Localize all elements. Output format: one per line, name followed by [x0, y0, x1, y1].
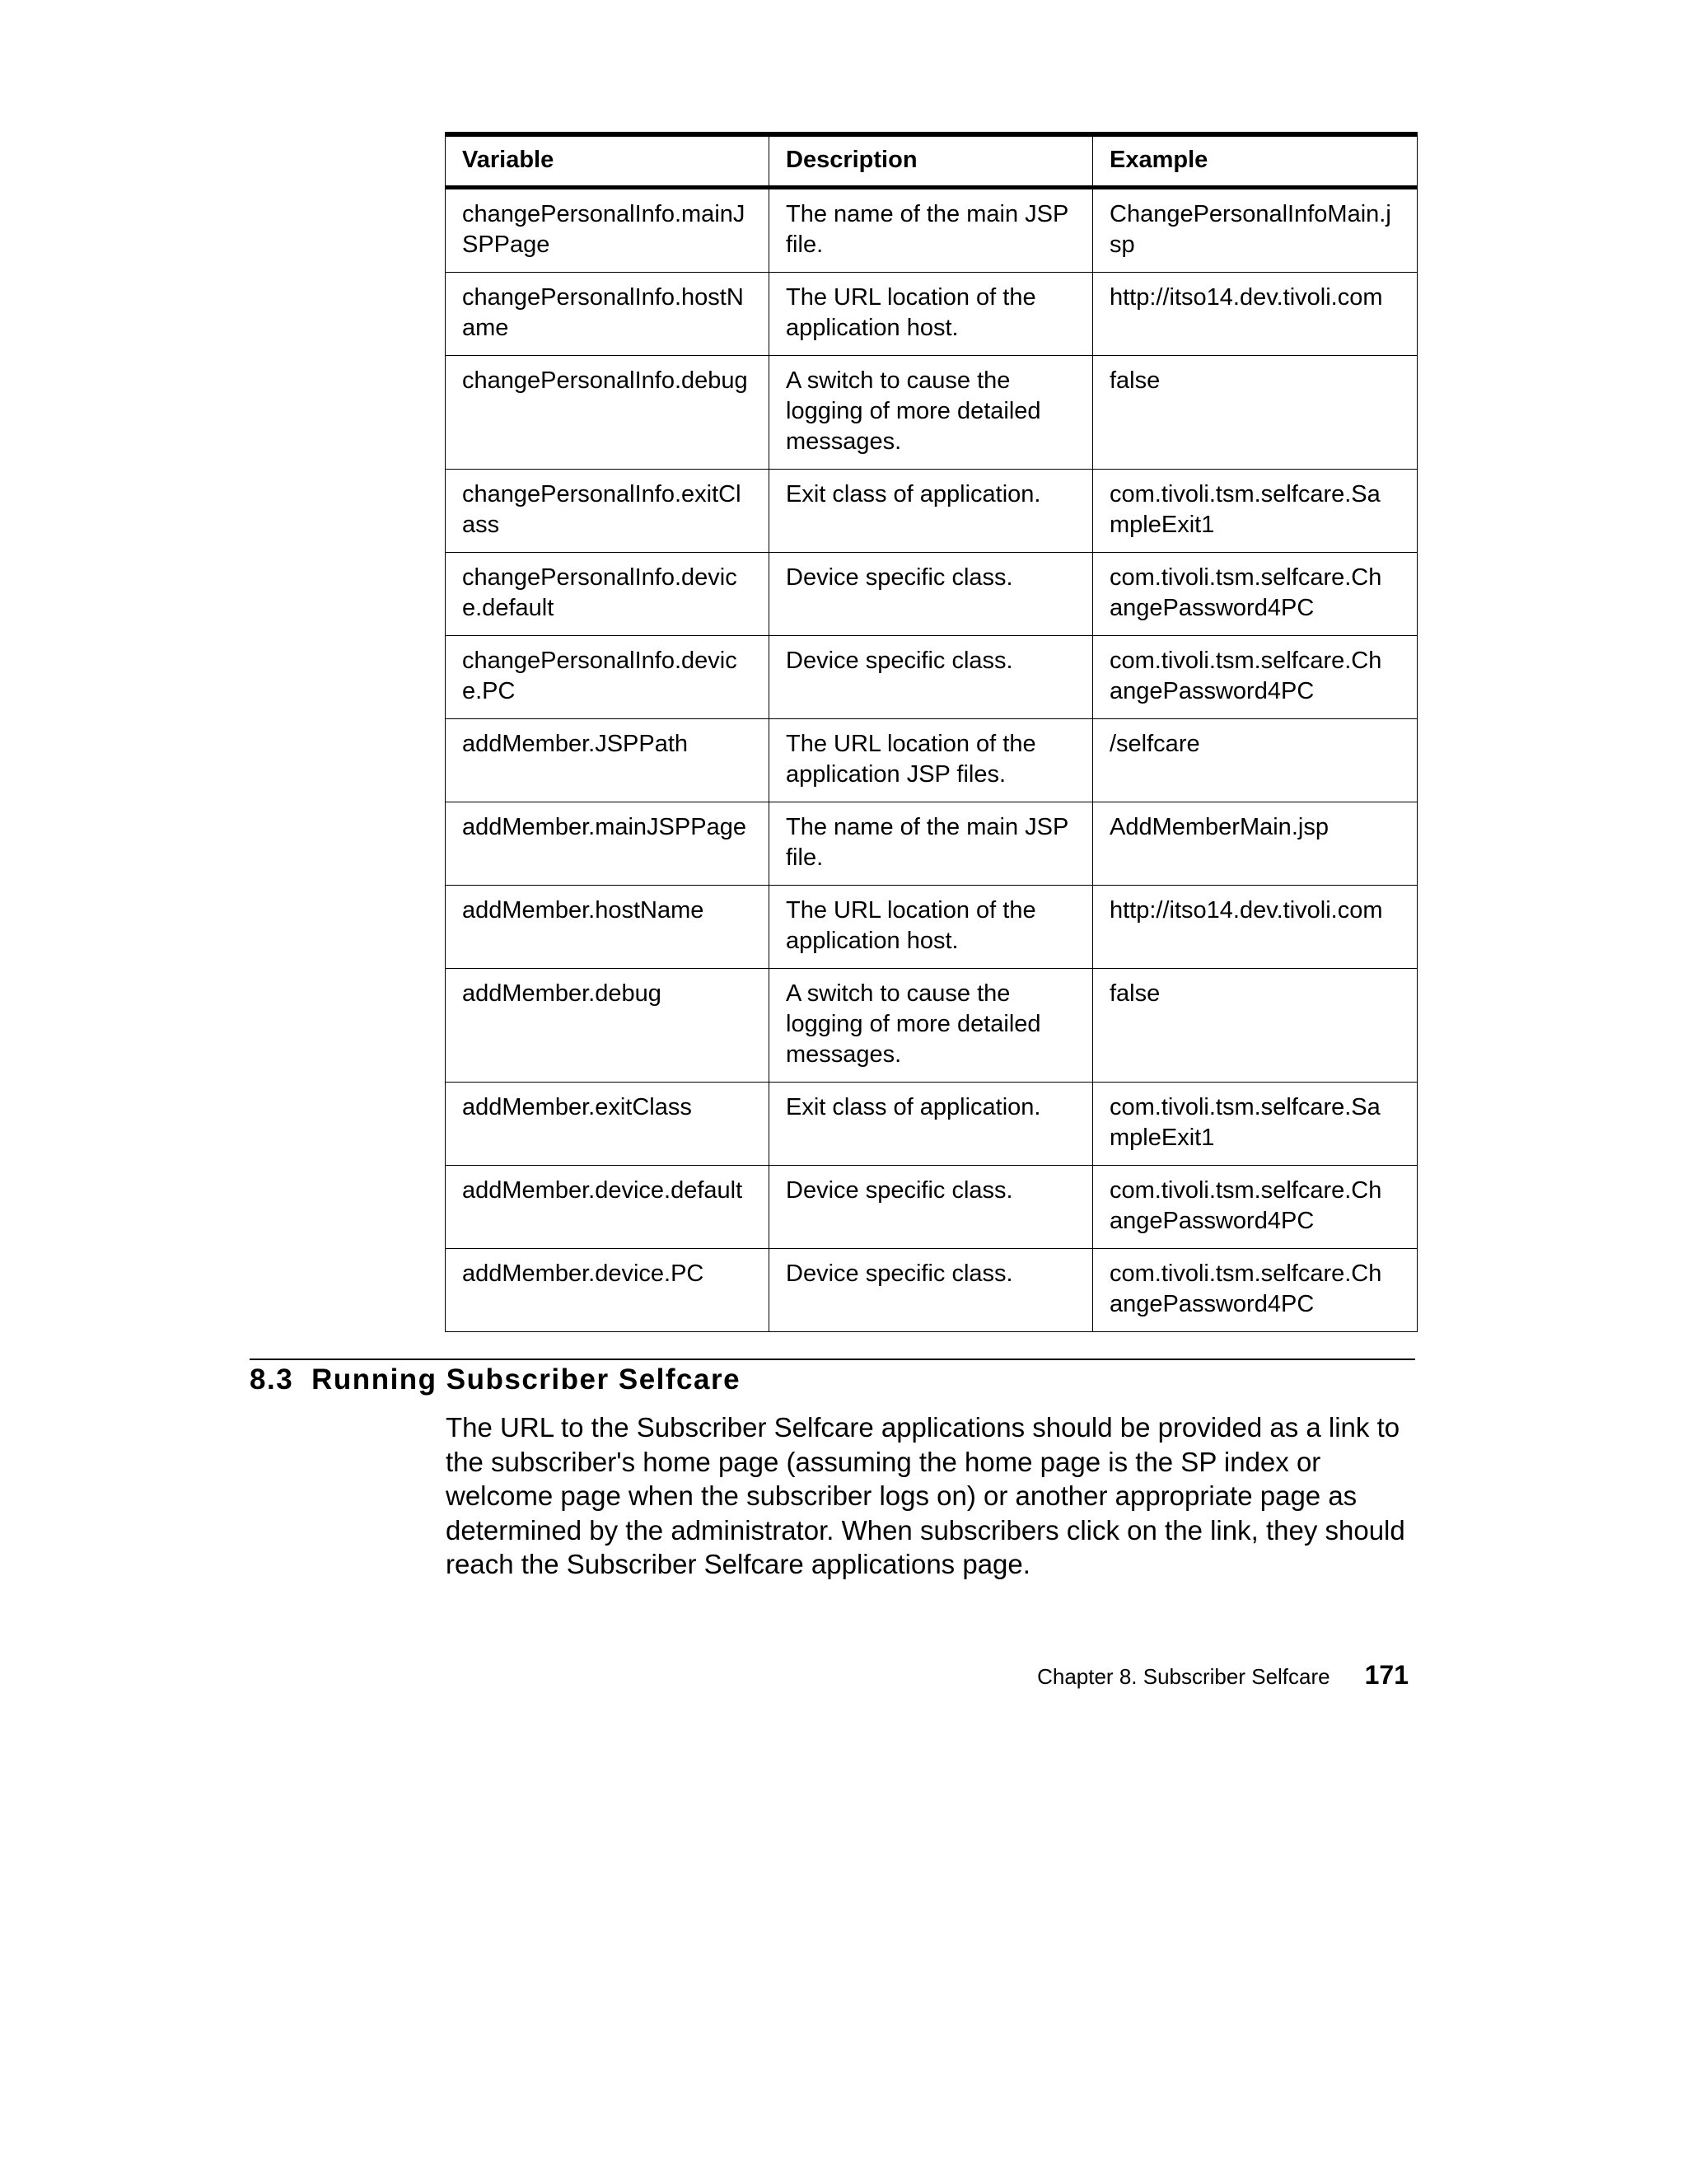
section-number: 8.3	[250, 1363, 294, 1396]
cell-example: com.tivoli.tsm.selfcare.Sa mpleExit1	[1093, 470, 1418, 553]
table-row	[446, 273, 1418, 356]
cell-description: Device specific class.	[769, 553, 1093, 636]
variables-table	[445, 132, 1418, 1332]
cell-variable: changePersonalInfo.mainJ SPPage	[446, 188, 769, 273]
footer-chapter: Chapter 8. Subscriber Selfcare	[1037, 1664, 1330, 1689]
cell-description: The URL location of the application JSP files.	[769, 719, 1093, 802]
cell-description: The URL location of the application host.	[769, 273, 1093, 356]
cell-example: false	[1093, 969, 1418, 1083]
cell-example: /selfcare	[1093, 719, 1418, 802]
cell-example: ChangePersonalInfoMain.j sp	[1093, 188, 1418, 273]
cell-description: A switch to cause the logging of more detailed messages.	[769, 969, 1093, 1083]
cell-example: false	[1093, 356, 1418, 470]
cell-description: A switch to cause the logging of more detailed messages.	[769, 356, 1093, 470]
cell-example: http://itso14.dev.tivoli.com	[1093, 886, 1418, 969]
table-row	[446, 719, 1418, 802]
section-paragraph: The URL to the Subscriber Selfcare applications should be provided as a link to the subscriber's home page (assuming the home page is the SP index or welcome page when the subscriber logs on) or another appropriate page as determined by the administrator. When subscribers click on the link, they should reach the Subscriber Selfcare applications page.	[446, 1412, 1405, 1579]
table-row	[446, 553, 1418, 636]
cell-variable: changePersonalInfo.debug	[446, 356, 769, 470]
section-divider	[250, 1359, 1415, 1360]
table-row	[446, 802, 1418, 886]
cell-description: The URL location of the application host.	[769, 886, 1093, 969]
table-row	[446, 969, 1418, 1083]
section-title: Running Subscriber Selfcare	[311, 1363, 741, 1396]
section-heading	[250, 1363, 741, 1396]
cell-variable: addMember.JSPPath	[446, 719, 769, 802]
table-row	[446, 470, 1418, 553]
cell-variable: changePersonalInfo.devic e.default	[446, 553, 769, 636]
table-row	[446, 188, 1418, 273]
table-row	[446, 1249, 1418, 1332]
header-variable: Variable	[446, 134, 769, 188]
cell-example: AddMemberMain.jsp	[1093, 802, 1418, 886]
cell-description: Device specific class.	[769, 1249, 1093, 1332]
cell-variable: changePersonalInfo.exitCl ass	[446, 470, 769, 553]
cell-variable: addMember.device.PC	[446, 1249, 769, 1332]
header-description: Description	[769, 134, 1093, 188]
cell-variable: addMember.hostName	[446, 886, 769, 969]
cell-description: The name of the main JSP file.	[769, 188, 1093, 273]
cell-description: Device specific class.	[769, 636, 1093, 719]
cell-example: com.tivoli.tsm.selfcare.Ch angePassword4PC	[1093, 553, 1418, 636]
table-row	[446, 886, 1418, 969]
cell-description: Device specific class.	[769, 1166, 1093, 1249]
cell-example: http://itso14.dev.tivoli.com	[1093, 273, 1418, 356]
cell-example: com.tivoli.tsm.selfcare.Ch angePassword4PC	[1093, 1166, 1418, 1249]
page-number: 171	[1364, 1660, 1409, 1690]
table-row	[446, 356, 1418, 470]
cell-variable: addMember.mainJSPPage	[446, 802, 769, 886]
cell-variable: changePersonalInfo.devic e.PC	[446, 636, 769, 719]
table-row	[446, 636, 1418, 719]
page-footer	[1037, 1660, 1409, 1691]
cell-example: com.tivoli.tsm.selfcare.Ch angePassword4PC	[1093, 1249, 1418, 1332]
table-header-row	[446, 134, 1418, 188]
cell-example: com.tivoli.tsm.selfcare.Sa mpleExit1	[1093, 1083, 1418, 1166]
cell-variable: addMember.debug	[446, 969, 769, 1083]
cell-description: Exit class of application.	[769, 470, 1093, 553]
cell-description: The name of the main JSP file.	[769, 802, 1093, 886]
cell-variable: changePersonalInfo.hostN ame	[446, 273, 769, 356]
table-row	[446, 1166, 1418, 1249]
table-row	[446, 1083, 1418, 1166]
cell-variable: addMember.device.default	[446, 1166, 769, 1249]
cell-example: com.tivoli.tsm.selfcare.Ch angePassword4PC	[1093, 636, 1418, 719]
cell-variable: addMember.exitClass	[446, 1083, 769, 1166]
table-body	[446, 188, 1418, 1332]
header-example: Example	[1093, 134, 1418, 188]
cell-description: Exit class of application.	[769, 1083, 1093, 1166]
